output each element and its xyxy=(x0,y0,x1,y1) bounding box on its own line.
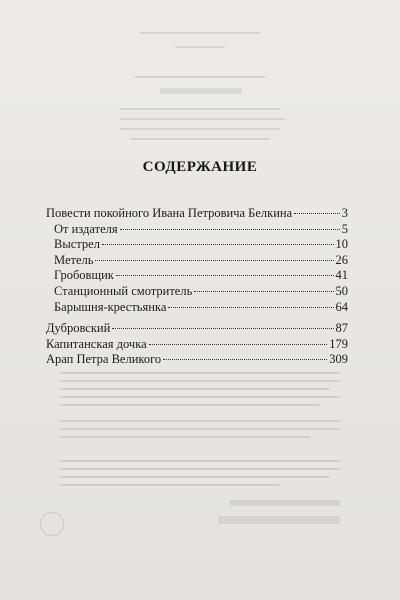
toc-entry-page: 309 xyxy=(329,352,348,367)
toc-entry-page: 179 xyxy=(329,336,348,351)
toc-entry-page: 87 xyxy=(335,321,348,336)
toc-entry-title: Повести покойного Ивана Петровича Белкина xyxy=(46,206,293,220)
toc-entry xyxy=(46,300,348,316)
dot-leader xyxy=(116,275,334,276)
toc-entry-title: Барышня-крестьянка xyxy=(54,299,167,314)
toc-heading: СОДЕРЖАНИЕ xyxy=(142,159,258,175)
dot-leader xyxy=(294,213,340,214)
toc-entry-title: Капитанская дочка xyxy=(46,336,147,351)
dot-leader xyxy=(112,328,333,329)
faint-stamp-mark xyxy=(40,512,64,536)
toc-entry-title: Гробовщик xyxy=(54,268,114,283)
toc-entry-title: Дубровский xyxy=(46,321,111,336)
table-of-contents xyxy=(46,206,348,368)
toc-entry-title: Выстрел xyxy=(54,237,100,252)
show-through-bottom xyxy=(0,360,400,600)
dot-leader xyxy=(120,229,340,230)
toc-entry-page: 3 xyxy=(341,206,348,220)
toc-entry xyxy=(46,253,348,269)
toc-entry xyxy=(46,352,348,368)
toc-entry-title: От издателя xyxy=(54,221,118,236)
toc-entry-title: Станционный смотритель xyxy=(54,283,193,298)
toc-entry-page: 26 xyxy=(335,252,348,267)
dot-leader xyxy=(168,307,333,308)
toc-entry-page: 10 xyxy=(335,237,348,252)
dot-leader xyxy=(194,291,333,292)
toc-entry xyxy=(46,222,348,238)
dot-leader xyxy=(95,260,333,261)
toc-entry xyxy=(46,268,348,284)
toc-entry-page: 41 xyxy=(335,268,348,283)
toc-entry xyxy=(46,284,348,300)
dot-leader xyxy=(102,244,334,245)
dot-leader xyxy=(149,344,328,345)
toc-entry xyxy=(46,321,348,337)
toc-entry-page: 64 xyxy=(335,299,348,314)
toc-entry-title: Метель xyxy=(54,252,94,267)
toc-entry xyxy=(46,337,348,353)
dot-leader xyxy=(163,359,327,360)
toc-entry-title: Арап Петра Великого xyxy=(46,352,162,367)
show-through-top xyxy=(0,0,400,150)
toc-entry xyxy=(46,206,348,222)
toc-entry xyxy=(46,237,348,253)
toc-entry-page: 50 xyxy=(335,283,348,298)
toc-entry-page: 5 xyxy=(341,221,348,236)
